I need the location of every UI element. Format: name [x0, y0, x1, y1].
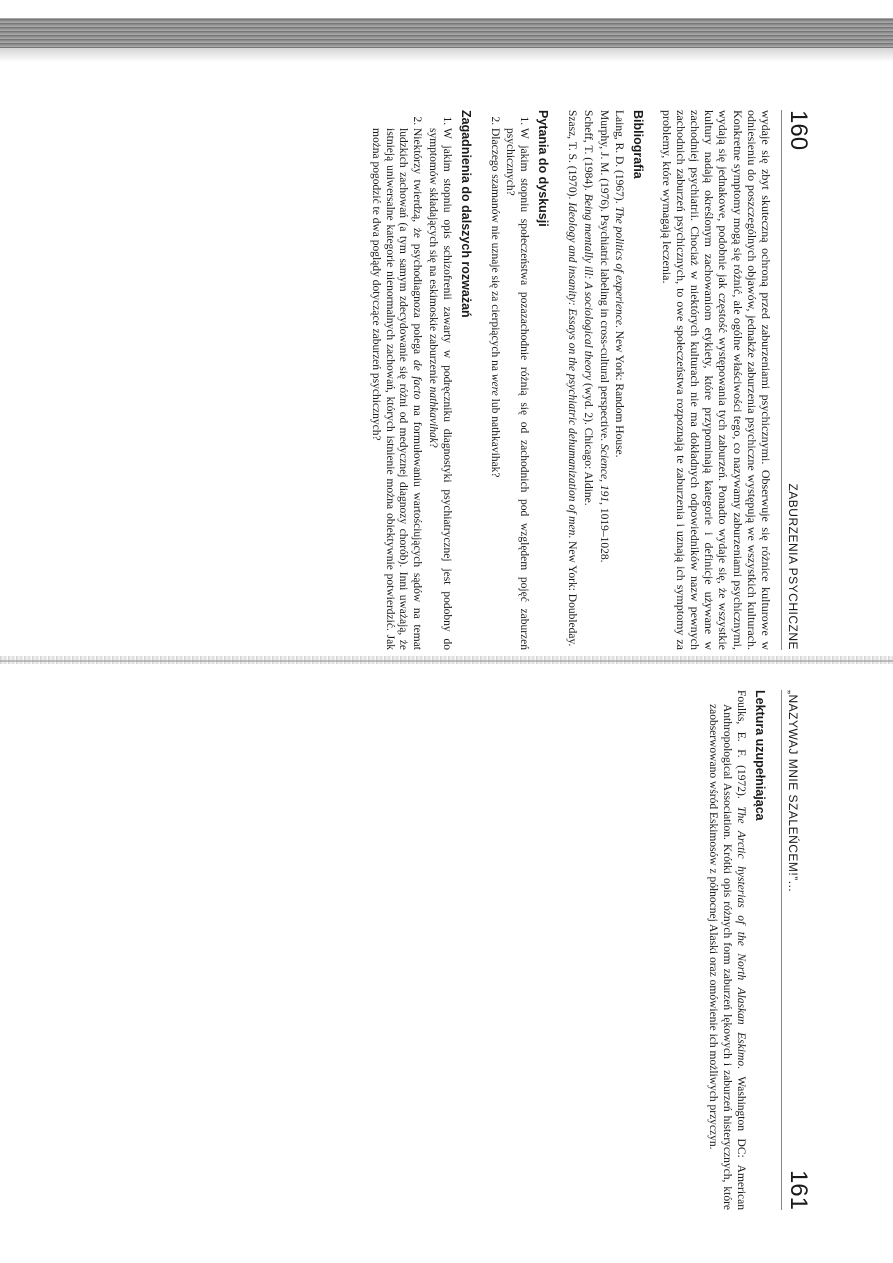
running-head: „NAZYWAJ MNIE SZALEŃCEM!”... — [786, 690, 800, 893]
bibliography-entry: Scheff, T. (1984). Being mentally ill: A sociological theory (wyd. 2). Chicago: Aldine. — [581, 110, 594, 506]
page-161 — [630, 690, 810, 1210]
scan-binding-edge — [0, 18, 893, 48]
further-list — [368, 110, 453, 650]
bibliography-entry: Laing, R. D. (1967). The politics of experience. New York: Random House. — [613, 110, 626, 458]
page-number: 161 — [785, 1169, 812, 1210]
page-header — [781, 110, 810, 650]
intro-paragraph: wydaje się zbyt skuteczną ochroną przed zaburzeniami psychicznymi. Obserwuje się różnice kulturowe w odniesieniu do poszczególnych objawów, jednakże zaburzenia psychiczne występują we wszystkich kulturach. Konkretne symptomy mogą się różnić, ale ogólne właściwości tego, co nazywamy zaburzeniami psychicznymi, wydają się jednakowe, podobnie jak częstość występowania tych zaburzeń. Ponadto wydaje się, że wszystkie kultury nadają określonym zachowaniom etykiety, które przypominają kategorie i definicje używane w zachodniej psychiatrii. Chociaż w niektórych kulturach nie ma dokładnych odpowiedników nazw pewnych zachodnich zaburzeń psychicznych, to owe społeczeństwa rozpoznają te zaburzenia i uznają ich symptomy za problemy, które wymagają leczenia. — [659, 110, 773, 650]
page-number: 160 — [785, 110, 812, 151]
further-heading: Zagadnienia do dalszych rozważań — [458, 110, 473, 318]
page-160 — [190, 110, 810, 650]
page-gutter-line — [0, 660, 893, 662]
bibliography-list — [564, 110, 625, 650]
reading-entry: Foulks, E. F. (1972). The Arctic hysterias of the North Alaskan Eskimo. Washington DC: American Anthropological Association. Krótki opis różnych form zaburzeń lękowych i zaburzeń histerycznych, które zaobserwowano wśród Eskimosów z północnej Alaski oraz omówienie ich możliwych przyczyn. — [707, 690, 747, 1210]
discussion-question: 1. W jakim stopniu społeczeństwa pozazachodnie różnią się od zachodnich pod względem pojęć zaburzeń psychicznych? — [503, 128, 531, 650]
further-question: 1. W jakim stopniu opis schizofrenii zawarty w podręczniku diagnostyki psychiatrycznej jest podobny do symptomów składających się na eskimoskie zaburzenie nathkavihak? — [425, 128, 453, 650]
page-header — [781, 690, 810, 1210]
running-head: ZABURZENIA PSYCHICZNE — [786, 483, 800, 650]
discussion-list — [487, 110, 530, 650]
reading-list — [706, 690, 747, 1210]
bibliography-heading: Bibliografia — [631, 110, 646, 179]
further-question: 2. Niektórzy twierdzą, że psychodiagnoza polega de facto na formułowaniu wartościujących sądów na temat ludzkich zachowań (a tym samym zdecydowanie się różni od medycznej diagnozy chorób). Inni uważają, że istnieją uniwersalne kategorie nienormalnych zachowań, których istnienie można obiektywnie potwierdzić. Jak można pogodzić te dwa poglądy dotyczące zaburzeń psychicznych? — [368, 128, 423, 650]
bibliography-entry: Szasz, T. S. (1970). Ideology and insanity: Essays on the psychiatric dehumanization of men. New York: Doubleday. — [565, 110, 578, 647]
discussion-heading: Pytania do dyskusji — [536, 110, 551, 227]
bibliography-entry: Murphy, J. M. (1976). Psychiatric labeling in cross-cultural perspective. Science, 191, 1019–1028. — [597, 110, 610, 563]
reading-heading: Lektura uzupełniająca — [753, 690, 767, 821]
discussion-question: 2. Dlaczego szamanów nie uznaje się za cierpiących na were lub nathkavihak? — [487, 128, 501, 650]
scan-edge-shadow — [0, 48, 893, 62]
